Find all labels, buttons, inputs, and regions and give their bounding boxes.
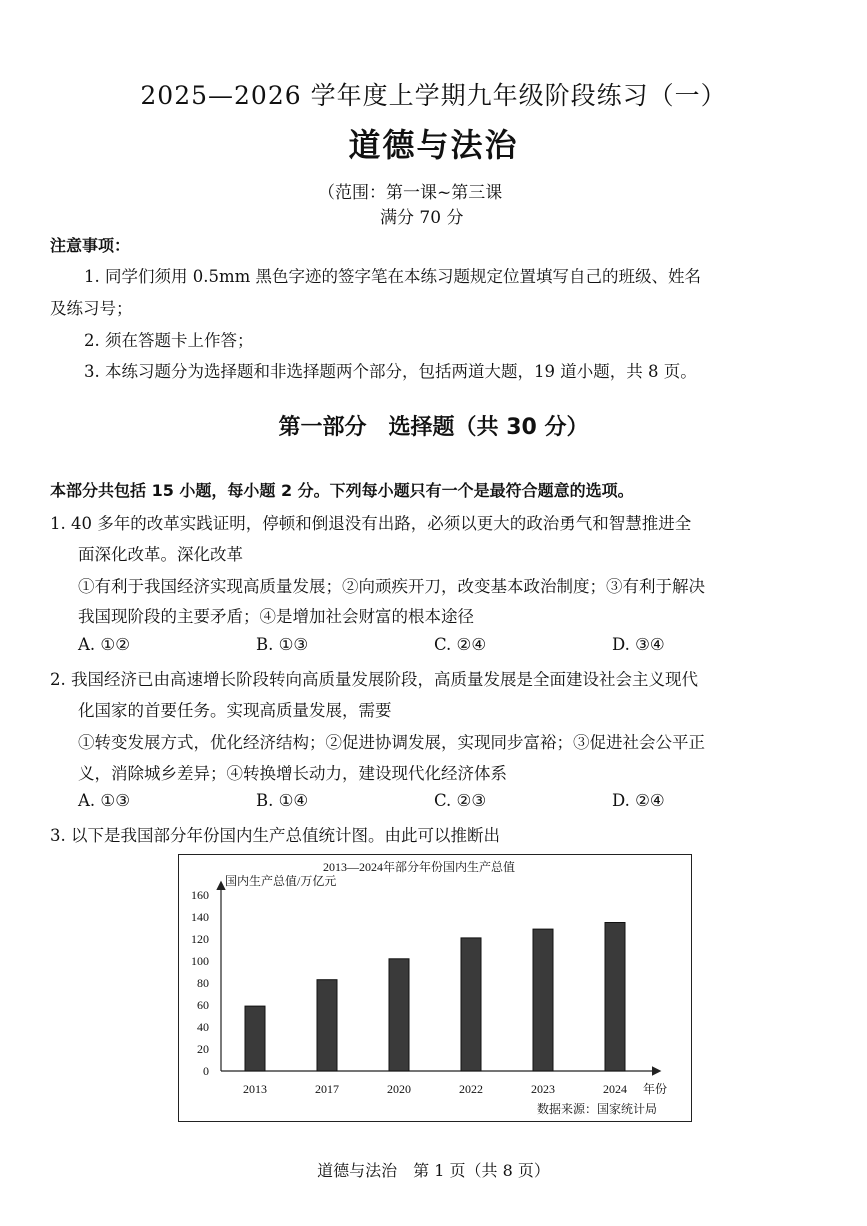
exam-title: 2025—2026 学年度上学期九年级阶段练习（一） — [140, 81, 727, 110]
q2-items: ①转变发展方式，优化经济结构；②促进协调发展，实现同步富裕；③促进社会公平正 — [78, 733, 705, 752]
bar-2013 — [245, 1006, 265, 1071]
y-tick-label: 100 — [191, 954, 209, 968]
notice-heading: 注意事项： — [50, 236, 131, 255]
q1-option-a[interactable]: A. ①② — [78, 635, 130, 654]
y-tick-label: 140 — [191, 910, 209, 924]
x-tick-label: 2024 — [603, 1082, 627, 1096]
y-tick-label: 60 — [197, 998, 209, 1012]
q2-option-a[interactable]: A. ①③ — [78, 791, 130, 810]
q2-option-c[interactable]: C. ②③ — [434, 791, 487, 810]
q1-stem: 1. 40 多年的改革实践证明，停顿和倒退没有出路，必须以更大的政治勇气和智慧推进全 — [50, 514, 692, 533]
q2-stem: 2. 我国经济已由高速增长阶段转向高质量发展阶段，高质量发展是全面建设社会主义现代 — [50, 670, 698, 689]
notice-item-2: 2. 须在答题卡上作答； — [84, 331, 254, 350]
bar-2024 — [605, 923, 625, 1072]
q2-items-cont: 义，消除城乡差异；④转换增长动力，建设现代化经济体系 — [78, 764, 507, 783]
notice-item-3: 3. 本练习题分为选择题和非选择题两个部分，包括两道大题，19 道小题，共 8 页。 — [84, 362, 697, 381]
y-tick-label: 160 — [191, 888, 209, 902]
chart-y-axis-label: 国内生产总值/万亿元 — [225, 874, 337, 888]
chart-title: 2013—2024年部分年份国内生产总值 — [322, 860, 516, 874]
chart-x-axis-label: 年份 — [643, 1082, 668, 1096]
chart-source: 数据来源：国家统计局 — [537, 1102, 658, 1116]
q1-option-b[interactable]: B. ①③ — [256, 635, 309, 654]
q1-option-d[interactable]: D. ③④ — [612, 635, 665, 654]
subject-title: 道德与法治 — [348, 126, 519, 164]
q3-stem: 3. 以下是我国部分年份国内生产总值统计图。由此可以推断出 — [50, 826, 500, 845]
gdp-chart-frame — [178, 854, 692, 1122]
bar-2017 — [317, 980, 337, 1071]
y-tick-label: 80 — [197, 976, 209, 990]
q1-option-c[interactable]: C. ②④ — [434, 635, 487, 654]
x-tick-label: 2022 — [459, 1082, 483, 1096]
bar-2020 — [389, 959, 409, 1071]
y-tick-label: 120 — [191, 932, 209, 946]
notice-item-1: 1. 同学们须用 0.5mm 黑色字迹的签字笔在本练习题规定位置填写自己的班级、姓名 — [84, 267, 702, 286]
part-one-title: 第一部分 选择题（共 30 分） — [278, 415, 589, 440]
bar-2022 — [461, 938, 481, 1071]
x-tick-label: 2023 — [531, 1082, 555, 1096]
bar-2023 — [533, 929, 553, 1071]
q1-stem-cont: 面深化改革。深化改革 — [78, 545, 243, 564]
q1-items: ①有利于我国经济实现高质量发展；②向顽疾开刀，改变基本政治制度；③有利于解决 — [78, 577, 705, 596]
y-tick-label: 40 — [197, 1020, 209, 1034]
q2-stem-cont: 化国家的首要任务。实现高质量发展，需要 — [78, 701, 392, 720]
q1-items-cont: 我国现阶段的主要矛盾；④是增加社会财富的根本途径 — [78, 607, 474, 626]
x-tick-label: 2020 — [387, 1082, 411, 1096]
part-one-intro: 本部分共包括 15 小题，每小题 2 分。下列每小题只有一个是最符合题意的选项。 — [50, 481, 634, 500]
page-footer: 道德与法治 第 1 页（共 8 页） — [317, 1161, 550, 1180]
full-score: 满分 70 分 — [380, 208, 464, 228]
x-tick-label: 2017 — [315, 1082, 339, 1096]
y-tick-label: 0 — [203, 1064, 209, 1078]
exam-scope: （范围：第一课~第三课 — [318, 183, 503, 203]
q2-option-b[interactable]: B. ①④ — [256, 791, 309, 810]
q2-option-d[interactable]: D. ②④ — [612, 791, 665, 810]
x-tick-label: 2013 — [243, 1082, 267, 1096]
y-tick-label: 20 — [197, 1042, 209, 1056]
gdp-bar-chart — [179, 855, 691, 1121]
notice-item-1-cont: 及练习号； — [50, 299, 133, 318]
